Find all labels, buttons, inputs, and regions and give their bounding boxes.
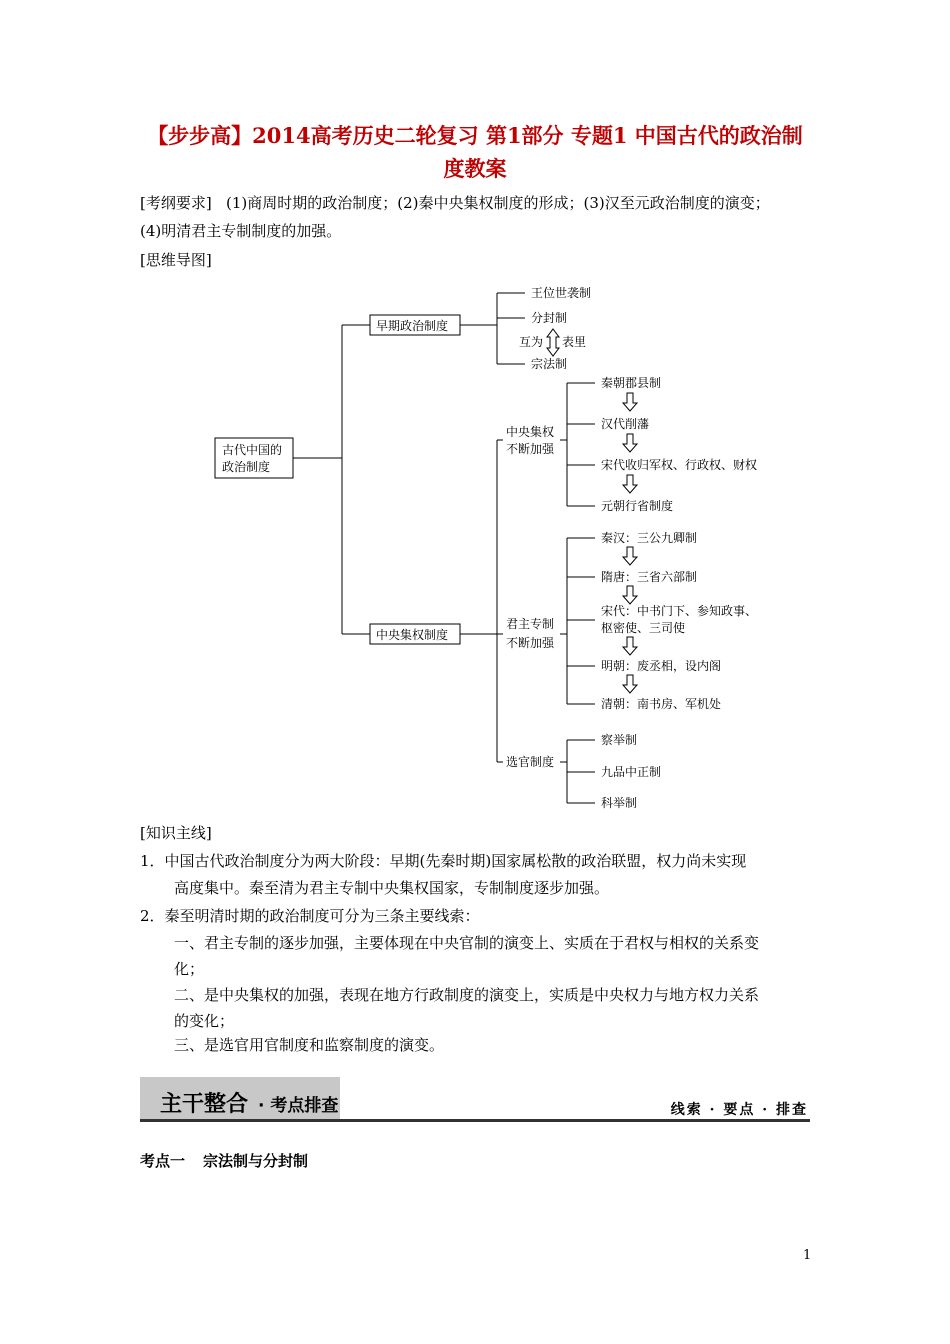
early-item: 宗法制	[531, 357, 568, 371]
central-c-item: 九品中正制	[601, 765, 662, 779]
document-title-line2: 度教案	[443, 156, 507, 181]
central-a-label-2: 不断加强	[506, 442, 555, 456]
requirements-text: (1)商周时期的政治制度；(2)秦中央集权制度的形成；(3)汉至元政治制度的演变；	[226, 194, 770, 212]
item-number: 1．	[140, 852, 165, 870]
banner-right-label: 线索 · 要点 · 排查	[670, 1102, 808, 1118]
knowledge-sub-3: 三、是选官用官制度和监察制度的演变。	[174, 1036, 445, 1054]
central-b-item: 宋代：中书门下、参知政事、	[601, 604, 758, 618]
root-label-2: 政治制度	[222, 460, 271, 474]
knowledge-item-1-cont: 高度集中。秦至清为君主专制中央集权国家，专制制度逐步加强。	[174, 879, 610, 897]
mutual-right-label: 表里	[562, 335, 587, 349]
central-b-item: 明朝：废丞相，设内阁	[601, 659, 722, 673]
central-c-label: 选官制度	[506, 755, 555, 769]
down-arrow-icon	[623, 586, 637, 604]
knowledge-sub-2-cont: 的变化；	[174, 1012, 235, 1030]
knowledge-item-1	[140, 850, 746, 872]
section-label: 考点一	[140, 1152, 186, 1170]
central-b-item: 清朝：南书房、军机处	[601, 697, 722, 711]
early-item: 分封制	[531, 311, 568, 325]
root-label-1: 古代中国的	[222, 443, 283, 457]
mindmap-label: [思维导图]	[140, 251, 212, 269]
banner-main-title: 主干整合	[160, 1092, 249, 1117]
mutual-left-label: 互为	[519, 335, 544, 349]
banner-subtitle: · 考点排查	[258, 1096, 339, 1116]
central-a-item: 元朝行省制度	[601, 499, 674, 513]
item-number: 2．	[140, 907, 165, 925]
early-item: 王位世袭制	[531, 286, 592, 300]
banner-rule	[140, 1119, 810, 1122]
central-c-item: 察举制	[601, 733, 638, 747]
knowledge-sub-1-cont: 化；	[174, 960, 205, 978]
central-a-item: 秦朝郡县制	[601, 376, 662, 390]
central-b-item: 枢密使、三司使	[601, 621, 686, 635]
requirements-label: [考纲要求]	[140, 194, 212, 212]
section-banner	[140, 1077, 810, 1127]
central-a-item: 宋代收归军权、行政权、财权	[601, 458, 758, 472]
down-arrow-icon	[623, 547, 637, 565]
knowledge-sub-1: 一、君主专制的逐步加强，主要体现在中央官制的演变上、实质在于君权与相权的关系变	[174, 934, 760, 952]
central-b-item: 秦汉：三公九卿制	[601, 531, 698, 545]
down-arrow-icon	[623, 637, 637, 655]
down-arrow-icon	[623, 675, 637, 693]
section-title: 宗法制与分封制	[203, 1152, 309, 1170]
section-heading	[140, 1150, 308, 1171]
central-a-item: 汉代削藩	[601, 417, 650, 431]
down-arrow-icon	[623, 434, 637, 452]
item-text: 中国古代政治制度分为两大阶段：早期(先秦时期)国家属松散的政治联盟，权力尚未实现	[164, 852, 747, 870]
item-text: 秦至明清时期的政治制度可分为三条主要线索：	[164, 907, 480, 925]
central-a-label-1: 中央集权	[506, 425, 555, 439]
double-arrow-icon	[547, 329, 559, 356]
knowledge-sub-2: 二、是中央集权的加强，表现在地方行政制度的演变上，实质是中央权力与地方权力关系	[174, 986, 760, 1004]
knowledge-item-2	[140, 905, 480, 927]
central-c-item: 科举制	[601, 796, 638, 810]
central-b-label-1: 君主专制	[506, 617, 555, 631]
down-arrow-icon	[623, 475, 637, 493]
page-number: 1	[803, 1248, 812, 1263]
requirements-line2: (4)明清君主专制制度的加强。	[140, 222, 342, 240]
central-b-item: 隋唐：三省六部制	[601, 570, 698, 584]
central-b-label-2: 不断加强	[506, 636, 555, 650]
knowledge-label: [知识主线]	[140, 824, 212, 842]
central-label: 中央集权制度	[376, 628, 449, 642]
document-title-line1: 【步步高】2014高考历史二轮复习 第1部分 专题1 中国古代的政治制	[147, 123, 803, 148]
early-label: 早期政治制度	[376, 319, 449, 333]
down-arrow-icon	[623, 393, 637, 411]
